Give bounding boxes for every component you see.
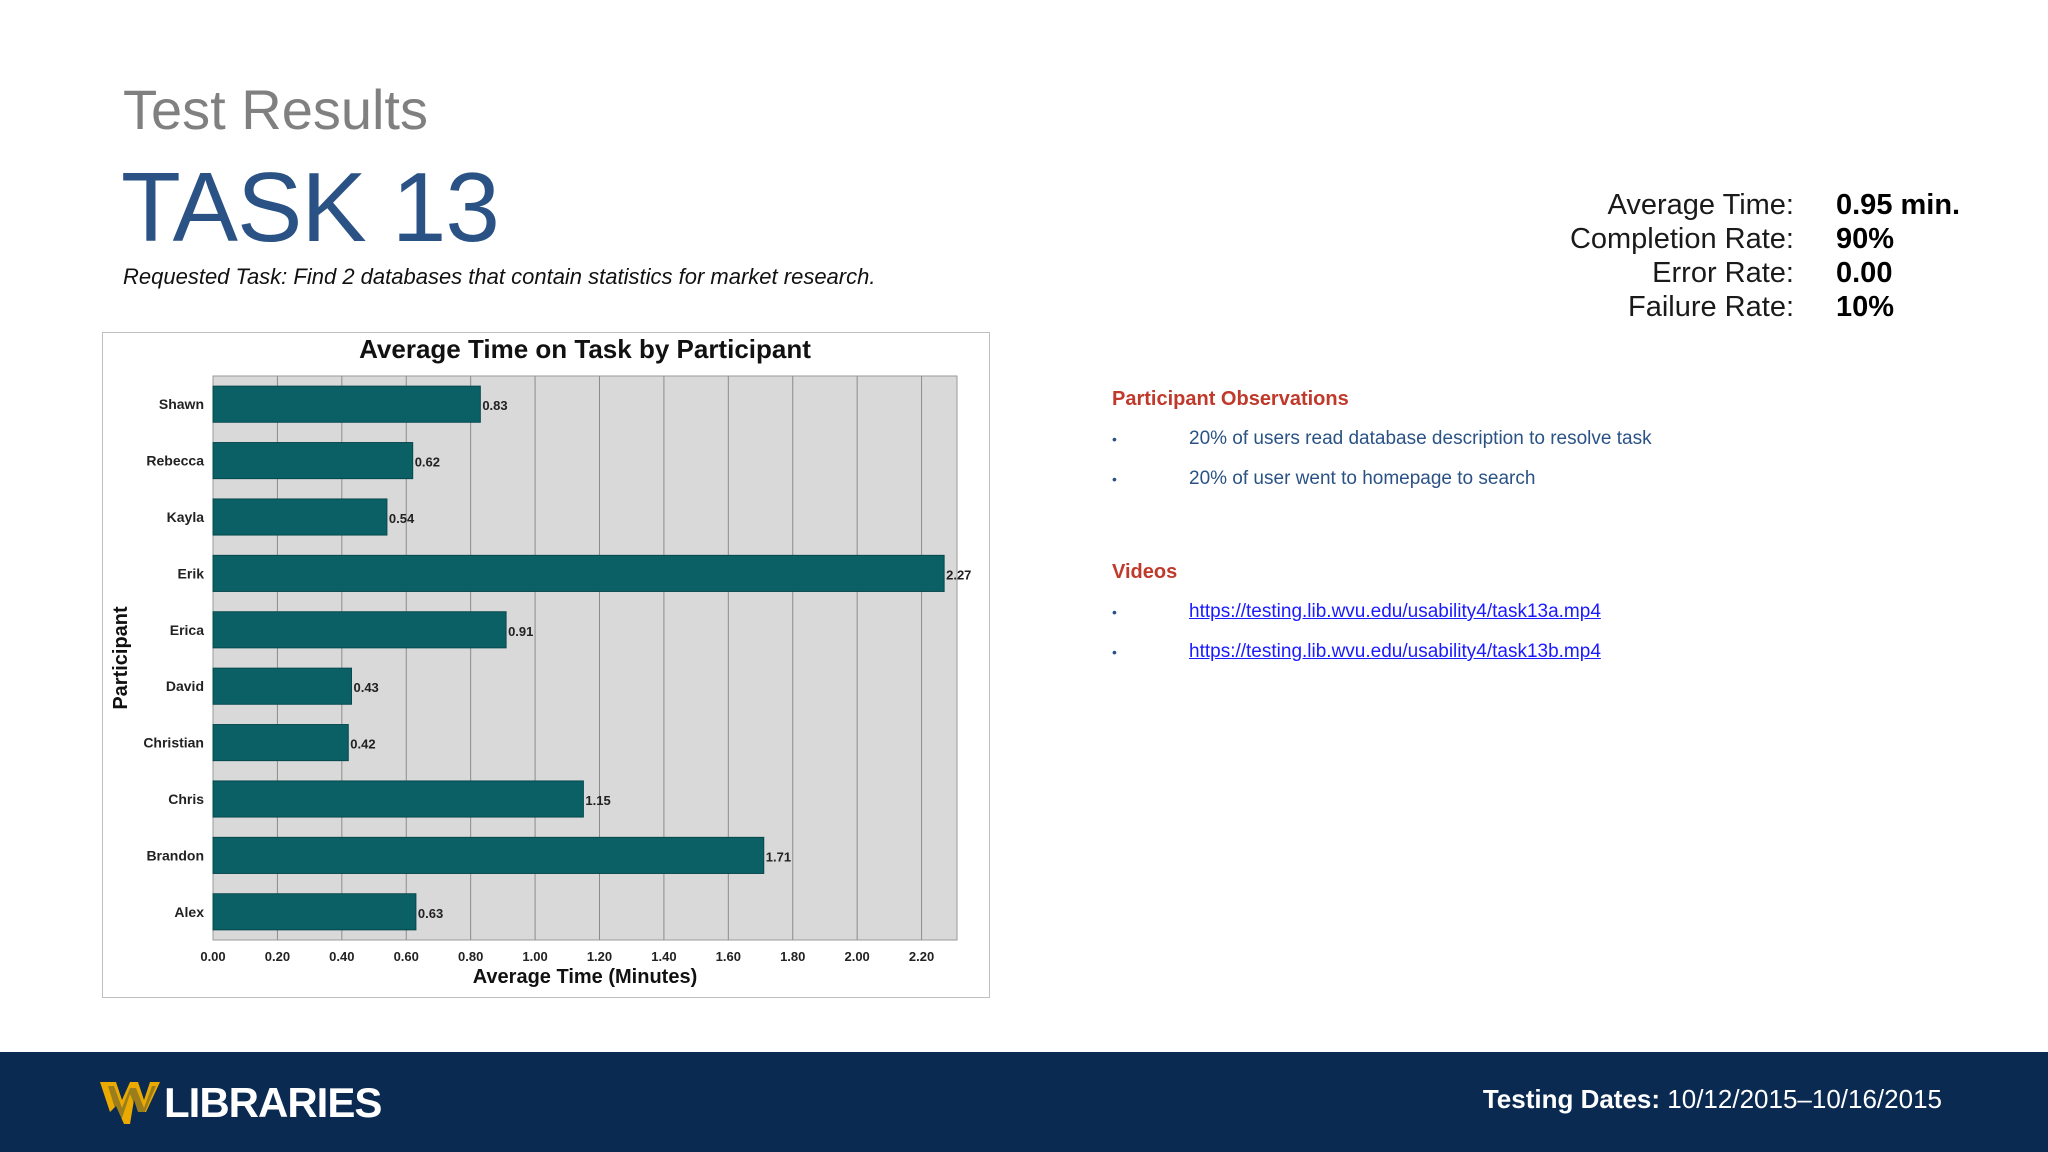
data-label: 0.62	[414, 454, 441, 470]
y-tick-label: Christian	[143, 734, 204, 751]
y-tick-label: Erik	[177, 565, 204, 582]
bar	[213, 386, 480, 422]
x-tick-label: 2.20	[908, 949, 935, 964]
x-tick-label: 1.20	[586, 949, 613, 964]
y-tick-label: Shawn	[158, 396, 204, 413]
data-label: 2.27	[946, 567, 972, 583]
chart-title: Average Time on Task by Participant	[359, 334, 811, 364]
video-link-a[interactable]: https://testing.lib.wvu.edu/usability4/task13a.mp4	[1189, 601, 1601, 622]
x-tick-label: 0.60	[393, 949, 419, 964]
data-label: 1.71	[765, 849, 792, 865]
observations-title: Participant Observations	[1112, 388, 1349, 410]
data-label: 0.54	[388, 511, 415, 526]
y-tick-label: Chris	[168, 791, 204, 807]
logo-text: LIBRARIES	[164, 1079, 382, 1126]
y-tick-label: Brandon	[146, 847, 204, 864]
observation-text: 20% of user went to homepage to search	[1189, 468, 1536, 489]
bar	[213, 894, 416, 930]
data-label: 0.63	[417, 905, 444, 921]
bar	[213, 781, 583, 817]
bullet-dot-icon: •	[1112, 431, 1117, 447]
video-link-b[interactable]: https://testing.lib.wvu.edu/usability4/task13b.mp4	[1189, 641, 1601, 662]
bar-chart	[103, 333, 989, 997]
stat-value: 10%	[1836, 290, 1895, 323]
x-tick-label: 0.40	[329, 949, 355, 964]
observation-item	[1112, 459, 1912, 499]
page-subtitle: Test Results	[123, 78, 428, 141]
bar	[213, 499, 387, 535]
y-tick-label: Erica	[169, 621, 204, 638]
testing-dates	[1483, 1084, 1942, 1115]
x-tick-label: 2.00	[844, 949, 870, 964]
stat-label: Failure Rate:	[1627, 290, 1794, 323]
wvu-libraries-logo[interactable]	[100, 1078, 381, 1128]
stat-value: 0.00	[1836, 256, 1893, 289]
bar	[213, 837, 764, 873]
x-tick-label: 1.40	[651, 949, 677, 964]
video-item	[1112, 632, 1912, 672]
y-tick-label: Kayla	[166, 509, 204, 525]
stat-average-time	[1500, 188, 2020, 222]
page-title: TASK 13	[121, 152, 499, 262]
x-tick-label: 1.80	[780, 949, 806, 964]
bar	[213, 443, 413, 479]
y-tick-label: David	[165, 678, 204, 695]
x-tick-label: 0.00	[200, 949, 226, 964]
stat-label: Error Rate:	[1652, 256, 1794, 289]
video-item	[1112, 592, 1912, 632]
stat-completion-rate	[1500, 222, 2020, 256]
observation-item	[1112, 419, 1912, 459]
x-tick-label: 0.80	[458, 949, 484, 964]
stat-failure-rate	[1500, 290, 2020, 324]
stat-value: 90%	[1836, 222, 1895, 255]
observation-text: 20% of users read database description to resolve task	[1189, 428, 1652, 449]
bullet-dot-icon: •	[1112, 644, 1117, 660]
stat-error-rate	[1500, 256, 2020, 290]
bullet-dot-icon: •	[1112, 471, 1117, 487]
testing-dates-label: Testing Dates:	[1482, 1084, 1661, 1114]
bar	[213, 668, 351, 704]
data-label: 1.15	[585, 793, 611, 808]
x-axis-label: Average Time (Minutes)	[472, 966, 698, 988]
data-label: 0.43	[353, 680, 379, 696]
data-label: 0.83	[482, 398, 508, 414]
bar	[213, 555, 944, 591]
y-axis-label: Participant	[110, 606, 132, 710]
chart-frame	[102, 332, 990, 998]
stats-panel	[1500, 188, 2020, 324]
task-description: Requested Task: Find 2 databases that contain statistics for market research.	[123, 264, 876, 289]
data-label: 0.42	[350, 736, 376, 752]
x-tick-label: 1.60	[715, 949, 741, 964]
footer-bar	[0, 1052, 2048, 1152]
flying-wv-icon	[100, 1078, 160, 1128]
stat-value: 0.95 min.	[1836, 188, 1961, 221]
stat-label: Completion Rate:	[1569, 222, 1794, 255]
videos-title: Videos	[1112, 561, 1178, 583]
stat-label: Average Time:	[1607, 188, 1794, 221]
x-tick-label: 0.20	[264, 949, 291, 964]
bar	[213, 725, 348, 761]
x-tick-label: 1.00	[522, 949, 548, 964]
bullet-dot-icon: •	[1112, 604, 1117, 620]
observations-panel	[1112, 388, 1912, 672]
data-label: 0.91	[508, 623, 534, 639]
y-tick-label: Rebecca	[146, 452, 204, 469]
testing-dates-value: 10/12/2015–10/16/2015	[1667, 1084, 1942, 1114]
bar	[213, 612, 506, 648]
y-tick-label: Alex	[174, 903, 204, 920]
